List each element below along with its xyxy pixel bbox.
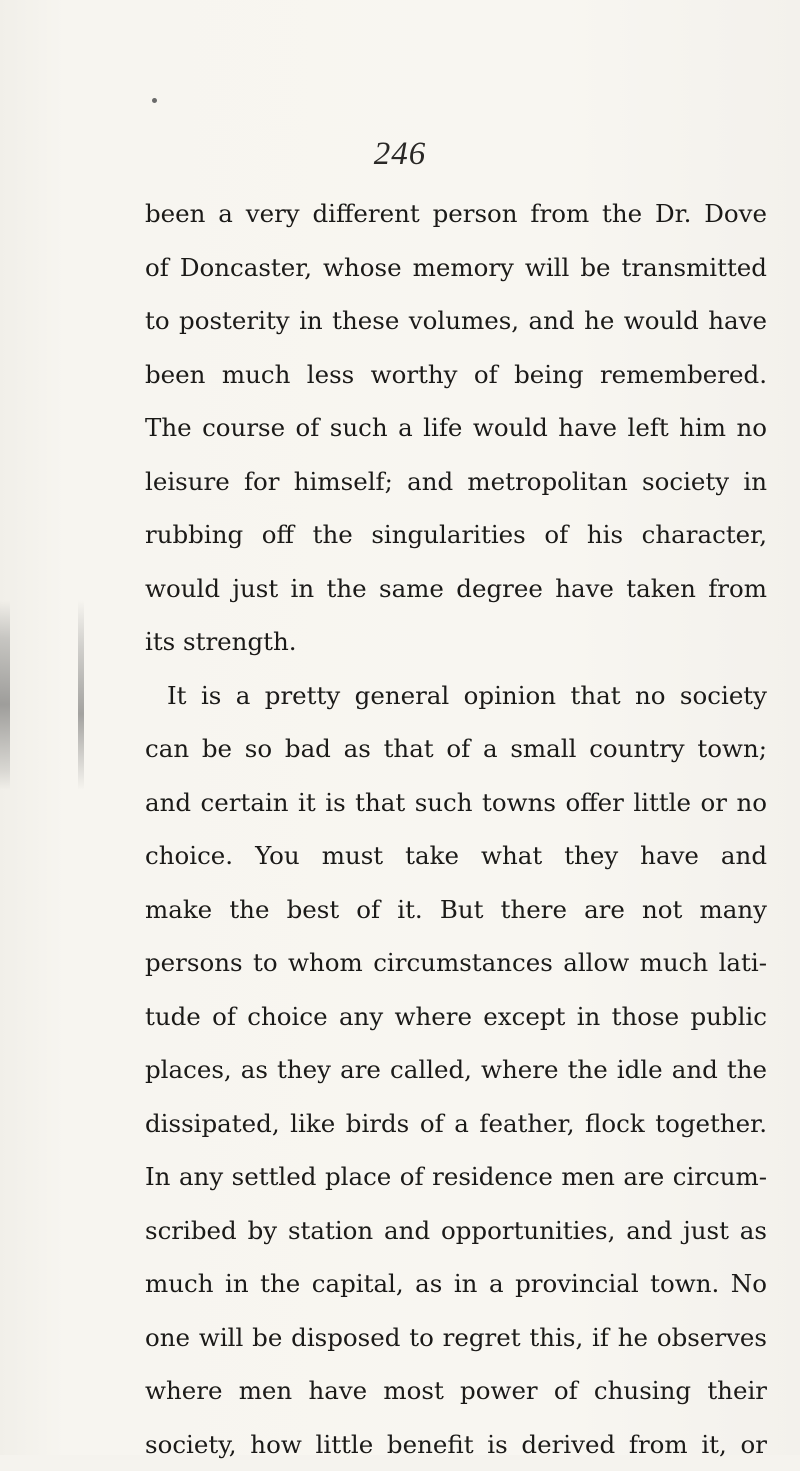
page-number: 246 xyxy=(0,136,800,173)
text-line: scribed by station and opportunities, and just as xyxy=(145,1204,767,1258)
ink-speck xyxy=(152,98,157,103)
text-line: its strength. xyxy=(145,615,767,669)
text-line: rubbing off the singularities of his character, xyxy=(145,508,767,562)
text-line: one will be disposed to regret this, if he observes xyxy=(145,1311,767,1365)
text-line: dissipated, like birds of a feather, flock together. xyxy=(145,1097,767,1151)
text-line: to posterity in these volumes, and he would have xyxy=(145,294,767,348)
bleed-through-mark xyxy=(78,600,84,790)
text-line: persons to whom circumstances allow much lati- xyxy=(145,936,767,990)
text-line: where men have most power of chusing their xyxy=(145,1364,767,1418)
text-line: places, as they are called, where the idle and the xyxy=(145,1043,767,1097)
text-line: can be so bad as that of a small country town; xyxy=(145,722,767,776)
text-line: The course of such a life would have left him no xyxy=(145,401,767,455)
text-line: been a very different person from the Dr. Dove xyxy=(145,187,767,241)
paragraph-start-line: It is a pretty general opinion that no society xyxy=(145,669,767,723)
text-line: of Doncaster, whose memory will be transmitted xyxy=(145,241,767,295)
text-line: would just in the same degree have taken from xyxy=(145,562,767,616)
text-line: In any settled place of residence men are circum- xyxy=(145,1150,767,1204)
body-text xyxy=(145,187,767,1471)
text-line: much in the capital, as in a provincial town. No xyxy=(145,1257,767,1311)
text-line: society, how little benefit is derived from it, or xyxy=(145,1418,767,1471)
page-edge-shadow xyxy=(0,600,10,790)
text-line: been much less worthy of being remembered. xyxy=(145,348,767,402)
text-line: tude of choice any where except in those public xyxy=(145,990,767,1044)
text-line: leisure for himself; and metropolitan society in xyxy=(145,455,767,509)
text-line: make the best of it. But there are not many xyxy=(145,883,767,937)
text-line: choice. You must take what they have and xyxy=(145,829,767,883)
text-line: and certain it is that such towns offer little or no xyxy=(145,776,767,830)
